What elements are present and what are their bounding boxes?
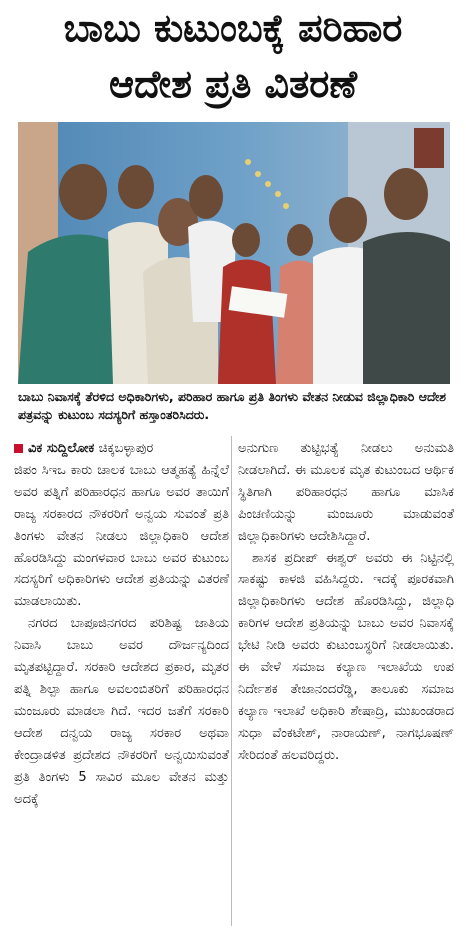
news-photo	[18, 122, 450, 384]
headline-line-1: ಬಾಬು ಕುಟುಂಬಕ್ಕೆ ಪರಿಹಾರ	[63, 6, 403, 50]
byline-name: ವಿಕ ಸುದ್ದಿಲೋಕ	[28, 441, 95, 456]
byline-marker-icon	[14, 444, 23, 453]
byline	[14, 438, 229, 460]
article-paragraph: ನಗರದ ಬಾಪೂಜಿನಗರದ ಪರಿಶಿಷ್ಟ ಜಾತಿಯ ನಿವಾಸಿ ಬಾಬು ಅವರ ದೌರ್ಜನ್ಯದಿಂದ ಮೃತಪಟ್ಟಿದ್ದಾರೆ. ಸರಕಾರಿ ಆದೇಶದ ಪ್ರಕಾರ, ಮೃತರ ಪತ್ನಿ ಶಿಲ್ಪಾ ಹಾಗೂ ಅವಲಂಬಿತರಿಗೆ ಪರಿಹಾರಧನ ಮಂಜೂರು ಮಾಡಲಾ ಗಿದೆ. ಇದರ ಜತೆಗೆ ಸರಕಾರಿ ಆದೇಶ ದನ್ವಯ ರಾಜ್ಯ ಸರಕಾರ ಅಥವಾ ಕೇಂದ್ರಾಡಳಿತ ಪ್ರದೇಶದ ನೌಕರರಿಗೆ ಅನ್ವಯಿಸುವಂತೆ ಪ್ರತಿ ತಿಂಗಳು 5 ಸಾವಿರ ಮೂಲ ವೇತನ ಮತ್ತು ಅದಕ್ಕೆ	[14, 616, 229, 807]
column-divider	[231, 436, 232, 926]
article-column-left	[14, 438, 229, 810]
article-paragraph: ಜಿಪಂ ಸಿಇಒ ಕಾರು ಚಾಲಕ ಬಾಬು ಆತ್ಮಹತ್ಯೆ ಹಿನ್ನೆಲೆ ಅವರ ಪತ್ನಿಗೆ ಪರಿಹಾರಧನ ಹಾಗೂ ಅವರ ತಾಯಿಗೆ ರಾಜ್ಯ ಸರಕಾರದ ನೌಕರರಿಗೆ ಅನ್ವಯ ಸುವಂತೆ ಪ್ರತಿ ತಿಂಗಳು ವೇತನ ನೀಡಲು ಜಿಲ್ಲಾಧಿಕಾರಿ ಆದೇಶ ಹೊರಡಿಸಿದ್ದು ಮಂಗಳವಾರ ಬಾಬು ಅವರ ಕುಟುಂಬ ಸದಸ್ಯರಿಗೆ ಅಧಿಕಾರಿಗಳು ಆದೇಶ ಪ್ರತಿಯನ್ನು ವಿತರಣೆ ಮಾಡಲಾಯಿತು.	[14, 462, 229, 610]
photo-caption: ಬಾಬು ನಿವಾಸಕ್ಕೆ ತೆರಳಿದ ಅಧಿಕಾರಿಗಳು, ಪರಿಹಾರ ಹಾಗೂ ಪ್ರತಿ ತಿಂಗಳು ವೇತನ ನೀಡುವ ಜಿಲ್ಲಾಧಿಕಾರಿ ಆದೇಶ ಪತ್ರವನ್ನು ಕುಟುಂಬ ಸದಸ್ಯರಿಗೆ ಹಸ್ತಾಂತರಿಸಿದರು.	[18, 389, 447, 422]
byline-place: ಚಿಕ್ಕಬಳ್ಳಾಪುರ	[98, 441, 154, 456]
headline-line-2: ಆದೇಶ ಪ್ರತಿ ವಿತರಣೆ	[109, 62, 357, 106]
group-photo-icon	[18, 122, 450, 384]
article-column-right	[238, 438, 454, 767]
article-paragraph: ಅನುಗುಣ ತುಟ್ಟಿಭತ್ಯೆ ನೀಡಲು ಅನುಮತಿ ನೀಡಲಾಗಿದೆ. ಈ ಮೂಲಕ ಮೃತ ಕುಟುಂಬದ ಆರ್ಥಿಕ ಸ್ಥಿತಿಗಾಗಿ ಪರಿಹಾರಧನ ಹಾಗೂ ಮಾಸಿಕ ಪಿಂಚಣಿಯನ್ನು ಮಂಜೂರು ಮಾಡುವಂತೆ ಜಿಲ್ಲಾಧಿಕಾರಿಗಳು ಆದೇಶಿಸಿದ್ದಾರೆ.	[238, 441, 454, 544]
article-paragraph: ಶಾಸಕ ಪ್ರದೀಪ್ ಈಶ್ವರ್ ಅವರು ಈ ನಿಟ್ಟಿನಲ್ಲಿ ಸಾಕಷ್ಟು ಕಾಳಜಿ ವಹಿಸಿದ್ದರು. ಇದಕ್ಕೆ ಪೂರಕವಾಗಿ ಜಿಲ್ಲಾಧಿಕಾರಿಗಳು ಆದೇಶ ಹೊರಡಿಸಿದ್ದು, ಜಿಲ್ಲಾಧಿ ಕಾರಿಗಳ ಆದೇಶ ಪ್ರತಿಯನ್ನು ಬಾಬು ಅವರ ನಿವಾಸಕ್ಕೆ ಭೇಟಿ ನೀಡಿ ಅವರು ಕುಟುಂಬಸ್ಥರಿಗೆ ನೀಡಲಾಯಿತು. ಈ ವೇಳೆ ಸಮಾಜ ಕಲ್ಯಾಣ ಇಲಾಖೆಯ ಉಪ ನಿರ್ದೇಶಕ ತೇಜಾನಂದರೆಡ್ಡಿ, ತಾಲೂಕು ಸಮಾಜ ಕಲ್ಯಾಣ ಇಲಾಖೆ ಅಧಿಕಾರಿ ಶೇಷಾದ್ರಿ, ಮುಖಂಡರಾದ ಸುಧಾ ವೆಂಕಟೇಶ್, ನಾರಾಯಣ್, ನಾಗಭೂಷಣ್ ಸೇರಿದಂತೆ ಹಲವರಿದ್ದರು.	[238, 550, 454, 763]
